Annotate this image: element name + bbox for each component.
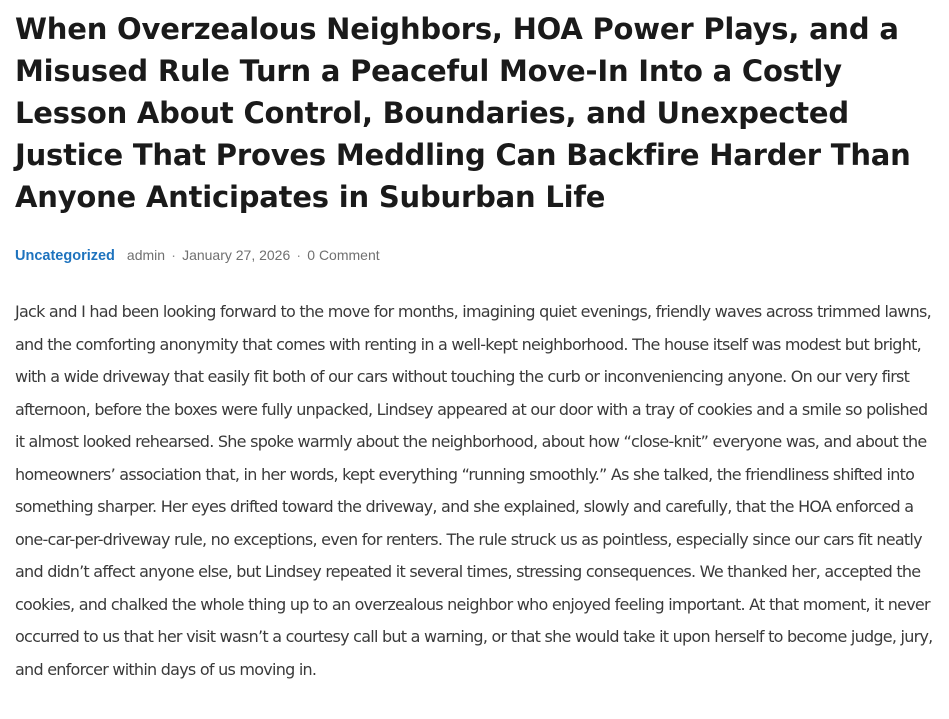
article-paragraph: Jack and I had been looking forward to the move for months, imagining quiet evenings, friendly waves across trimmed lawns, and the comforting anonymity that comes with renting in a well-kept neighborhood. The house itself was modest but bright, with a wide driveway that easily fit both of our cars without touching the curb or inconveniencing anyone. On our very first afternoon, before the boxes were fully unpacked, Lindsey appeared at our door with a tray of cookies and a smile so polished it almost looked rehearsed. She spoke warmly about the neighborhood, about how “close-knit” everyone was, and about the homeowners’ association that, in her words, kept everything “running smoothly.” As she talked, the friendliness shifted into something sharper. Her eyes drifted toward the driveway, and she explained, slowly and carefully, that the HOA enforced a one-car-per-driveway rule, no exceptions, even for renters. The rule struck us as pointless, especially since our cars fit neatly and didn’t affect anyone else, but Lindsey repeated it several times, stressing consequences. We thanked her, accepted the cookies, and chalked the whole thing up to an overzealous neighbor who enjoyed feeling important. At that moment, it never occurred to us that her visit wasn’t a courtesy call but a warning, or that she would take it upon herself to become judge, jury, and enforcer within days of us moving in. <box>15 302 933 679</box>
post-meta <box>15 245 939 265</box>
category-link[interactable]: Uncategorized <box>15 248 115 264</box>
comments-link[interactable]: 0 Comment <box>307 247 380 263</box>
article <box>15 8 939 686</box>
meta-separator: · <box>296 247 302 263</box>
meta-separator: · <box>171 247 176 263</box>
post-date: January 27, 2026 <box>182 247 291 263</box>
article-title: When Overzealous Neighbors, HOA Power Plays, and a Misused Rule Turn a Peaceful Move-In Into a Costly Lesson About Control, Boundaries, and Unexpected Justice That Proves Meddling Can Backfire Harder Than Anyone Anticipates in Suburban Life <box>15 12 911 214</box>
author-link[interactable]: admin <box>126 247 166 263</box>
